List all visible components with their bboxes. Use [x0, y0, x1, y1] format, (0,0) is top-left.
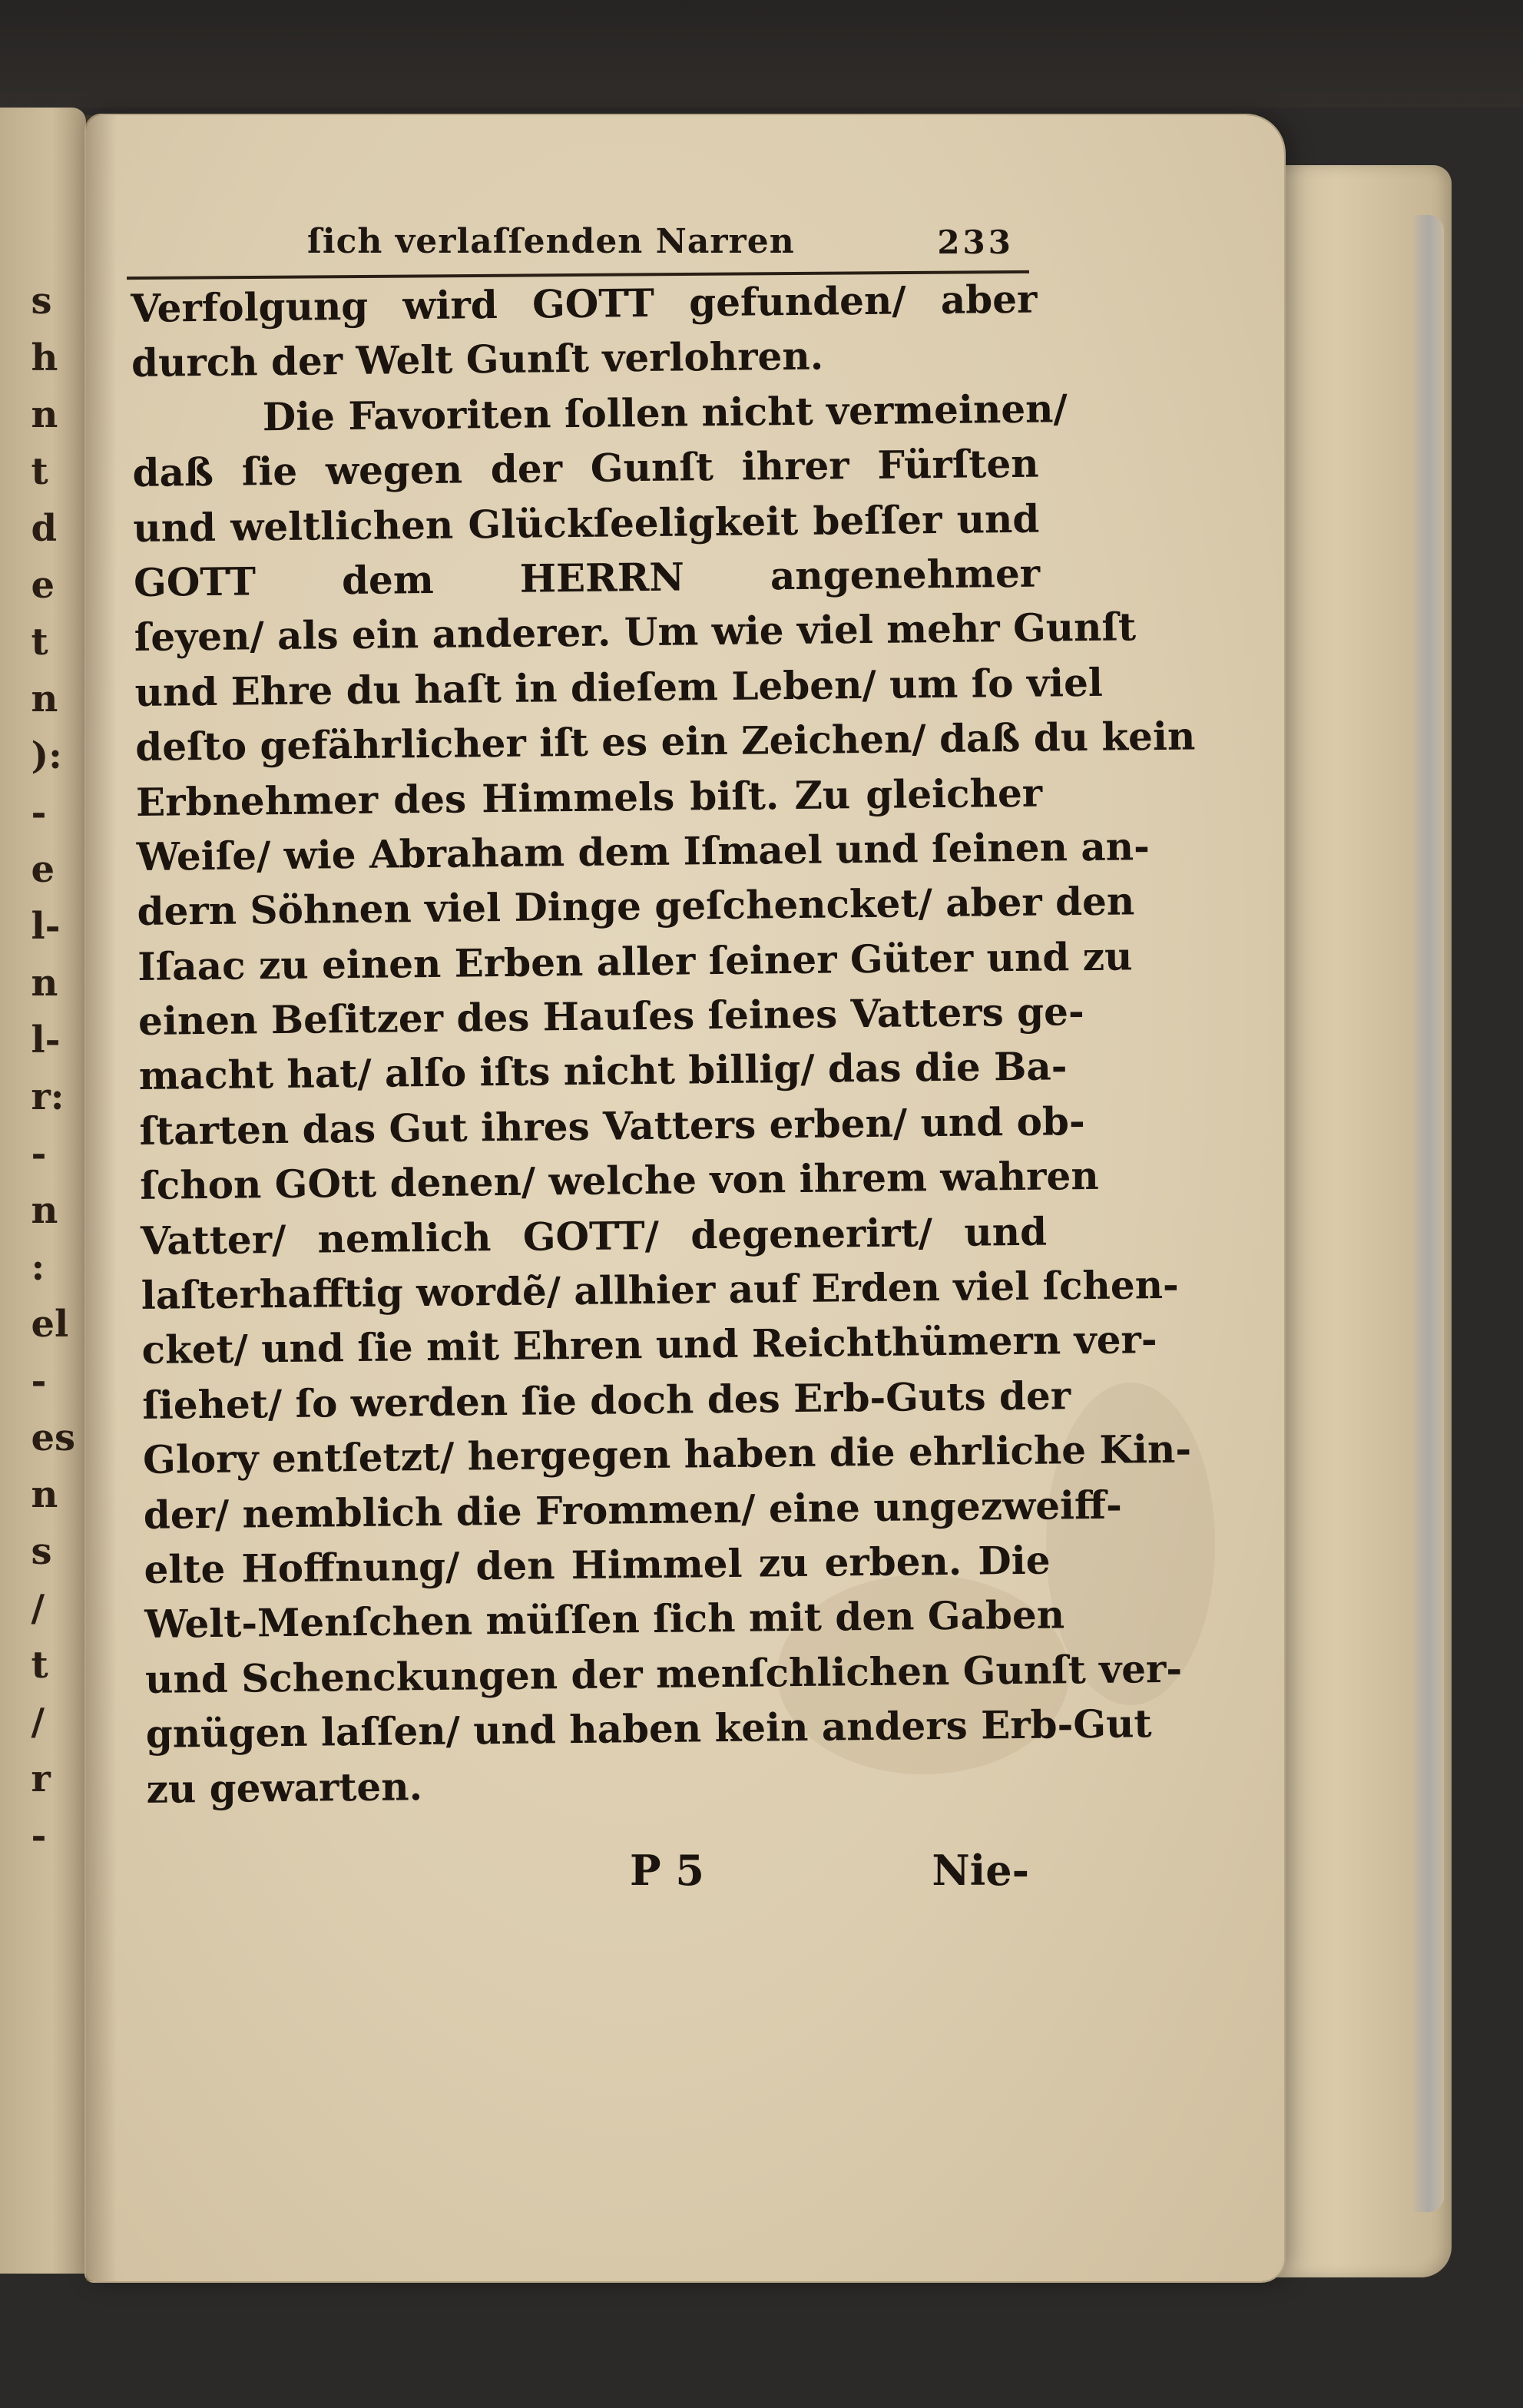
- edge-letter: t: [31, 450, 48, 493]
- edge-letter: e: [31, 848, 55, 891]
- page-number: 233: [937, 224, 1014, 261]
- text-line: daß ſie wegen der Gunſt ihrer Fürſten: [132, 440, 1039, 496]
- dark-background: [0, 0, 1523, 108]
- edge-letter: /: [31, 1701, 45, 1744]
- edge-letter: ):: [31, 734, 62, 777]
- text-line: ſiehet/ ſo werden ſie doch des Erb-Guts der: [142, 1373, 1071, 1428]
- text-line: Glory entſetzt/ hergegen haben die ehrliche Kin-: [142, 1426, 1192, 1483]
- text-line: Verfolgung wird GOTT gefunden/ aber: [131, 276, 1038, 331]
- left-page-edge: [0, 108, 86, 2274]
- edge-letter: n: [31, 677, 58, 720]
- text-line: und weltlichen Glückſeeligkeit beſſer und: [133, 495, 1040, 551]
- edge-letter: d: [31, 507, 57, 550]
- edge-letter: es: [31, 1416, 75, 1459]
- text-line: GOTT dem HERRN angenehmer: [133, 550, 1041, 605]
- text-line: cket/ und ſie mit Ehren und Reichthümern ver-: [141, 1317, 1157, 1373]
- edge-letter: n: [31, 1189, 58, 1232]
- text-line: laſterhafftig wordẽ/ allhier auf Erden viel ſchen-: [141, 1261, 1180, 1318]
- edge-letter: -: [31, 1814, 47, 1857]
- text-line: ſtarten das Gut ihres Vatters erben/ und ob-: [139, 1098, 1085, 1154]
- text-line: einen Beſitzer des Hauſes ſeines Vatters ge-: [137, 989, 1084, 1045]
- text-line: dern Söhnen viel Dinge geſchencket/ aber den: [137, 878, 1135, 935]
- text-line: Iſaac zu einen Erben aller ſeiner Güter und zu: [137, 933, 1133, 989]
- text-line: zu gewarten.: [146, 1763, 423, 1812]
- text-line: und Ehre du haſt in dieſem Leben/ um ſo viel: [134, 659, 1104, 715]
- text-line: ſchon GOtt denen/ welche von ihrem wahren: [140, 1153, 1099, 1209]
- edge-letter: t: [31, 1644, 48, 1687]
- edge-letter: l-: [31, 905, 61, 948]
- edge-letter: r: [31, 1757, 51, 1800]
- text-line: gnügen laſſen/ und haben kein anders Erb-Gut: [145, 1701, 1152, 1757]
- left-page-edge-letters: [31, 277, 75, 1860]
- text-line: und Schenckungen der menſchlichen Gunſt ver-: [144, 1645, 1183, 1702]
- edge-letter: s: [31, 280, 52, 323]
- text-line: deſto gefährlicher iſt es ein Zeichen/ daß du kein: [135, 713, 1196, 770]
- edge-letter: t: [31, 621, 48, 664]
- edge-letter: s: [31, 1530, 52, 1573]
- catchline: [630, 1840, 1029, 1901]
- edge-letter: el: [31, 1303, 69, 1346]
- text-line: ſeyen/ als ein anderer. Um wie viel mehr Gunſt: [134, 604, 1137, 661]
- gutter-shadow: [86, 115, 117, 2281]
- edge-letter: -: [31, 1360, 47, 1403]
- edge-letter: n: [31, 962, 58, 1005]
- edge-letter: :: [31, 1246, 45, 1289]
- edge-letter: -: [31, 1132, 47, 1175]
- edge-letter: r:: [31, 1075, 65, 1118]
- edge-letter: n: [31, 1473, 58, 1516]
- text-line: Vatter/ nemlich GOTT/ degenerirt/ und: [140, 1208, 1048, 1264]
- text-line: Weiſe/ wie Abraham dem Iſmael und ſeinen an-: [136, 823, 1151, 879]
- running-head-title: ſich verlaſſenden Narren: [307, 222, 795, 261]
- catchword: Nie-: [932, 1846, 1029, 1895]
- text-line: Die Favoriten ſollen nicht vermeinen/: [262, 386, 1068, 439]
- text-line: macht hat/ alſo iſts nicht billig/ das die Ba-: [138, 1043, 1068, 1099]
- edge-letter: -: [31, 791, 47, 834]
- text-line: elte Hoffnung/ den Himmel zu erben. Die: [144, 1537, 1051, 1592]
- running-head: [307, 207, 1014, 261]
- text-line: der/ nemblich die Frommen/ eine ungezweiff-: [143, 1482, 1123, 1538]
- body-text: [131, 272, 1196, 1817]
- text-line: Welt-Menſchen müſſen ſich mit den Gaben: [144, 1592, 1065, 1648]
- text-line: Erbnehmer des Himmels biſt. Zu gleicher: [135, 770, 1043, 825]
- back-pages-fore-edge: [1413, 215, 1444, 2212]
- edge-letter: e: [31, 564, 55, 607]
- edge-letter: l-: [31, 1019, 61, 1062]
- signature-mark: P 5: [630, 1846, 704, 1895]
- text-line: durch der Welt Gunſt verlohren.: [131, 333, 824, 386]
- edge-letter: h: [31, 336, 58, 379]
- edge-letter: n: [31, 393, 58, 436]
- edge-letter: /: [31, 1587, 45, 1630]
